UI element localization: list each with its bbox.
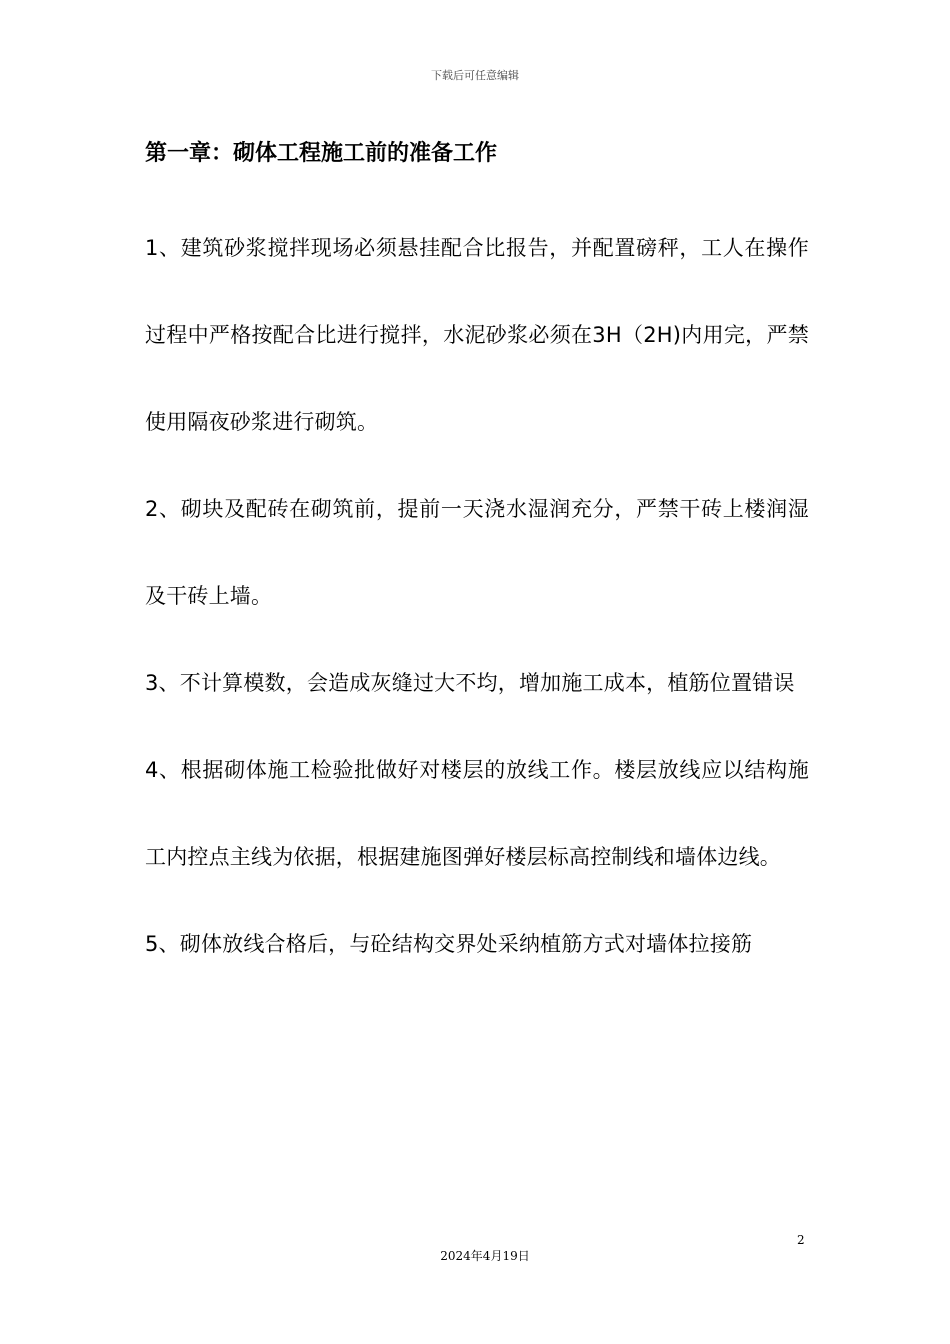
footer-date: 2024年4月19日 [440, 1249, 530, 1263]
paragraph-2: 2、砌块及配砖在砌筑前，提前一天浇水湿润充分，严禁干砖上楼润湿及干砖上墙。 [145, 497, 809, 608]
paragraph-4: 4、根据砌体施工检验批做好对楼层的放线工作。楼层放线应以结构施工内控点主线为依据，根据建施图弹好楼层标高控制线和墙体边线。 [145, 758, 809, 869]
paragraph-3: 3、不计算模数，会造成灰缝过大不均，增加施工成本，植筋位置错误 [145, 671, 795, 695]
document-body [145, 205, 809, 988]
page-header: 下载后可任意编辑 [431, 69, 519, 82]
paragraph-1: 1、建筑砂浆搅拌现场必须悬挂配合比报告，并配置磅秤，工人在操作过程中严格按配合比进行搅拌，水泥砂浆必须在3H（2H)内用完，严禁使用隔夜砂浆进行砌筑。 [145, 236, 809, 434]
paragraph-5: 5、砌体放线合格后，与砼结构交界处采纳植筋方式对墙体拉接筋 [145, 932, 753, 956]
chapter-title: 第一章：砌体工程施工前的准备工作 [145, 141, 498, 166]
page-number: 2 [797, 1233, 805, 1247]
